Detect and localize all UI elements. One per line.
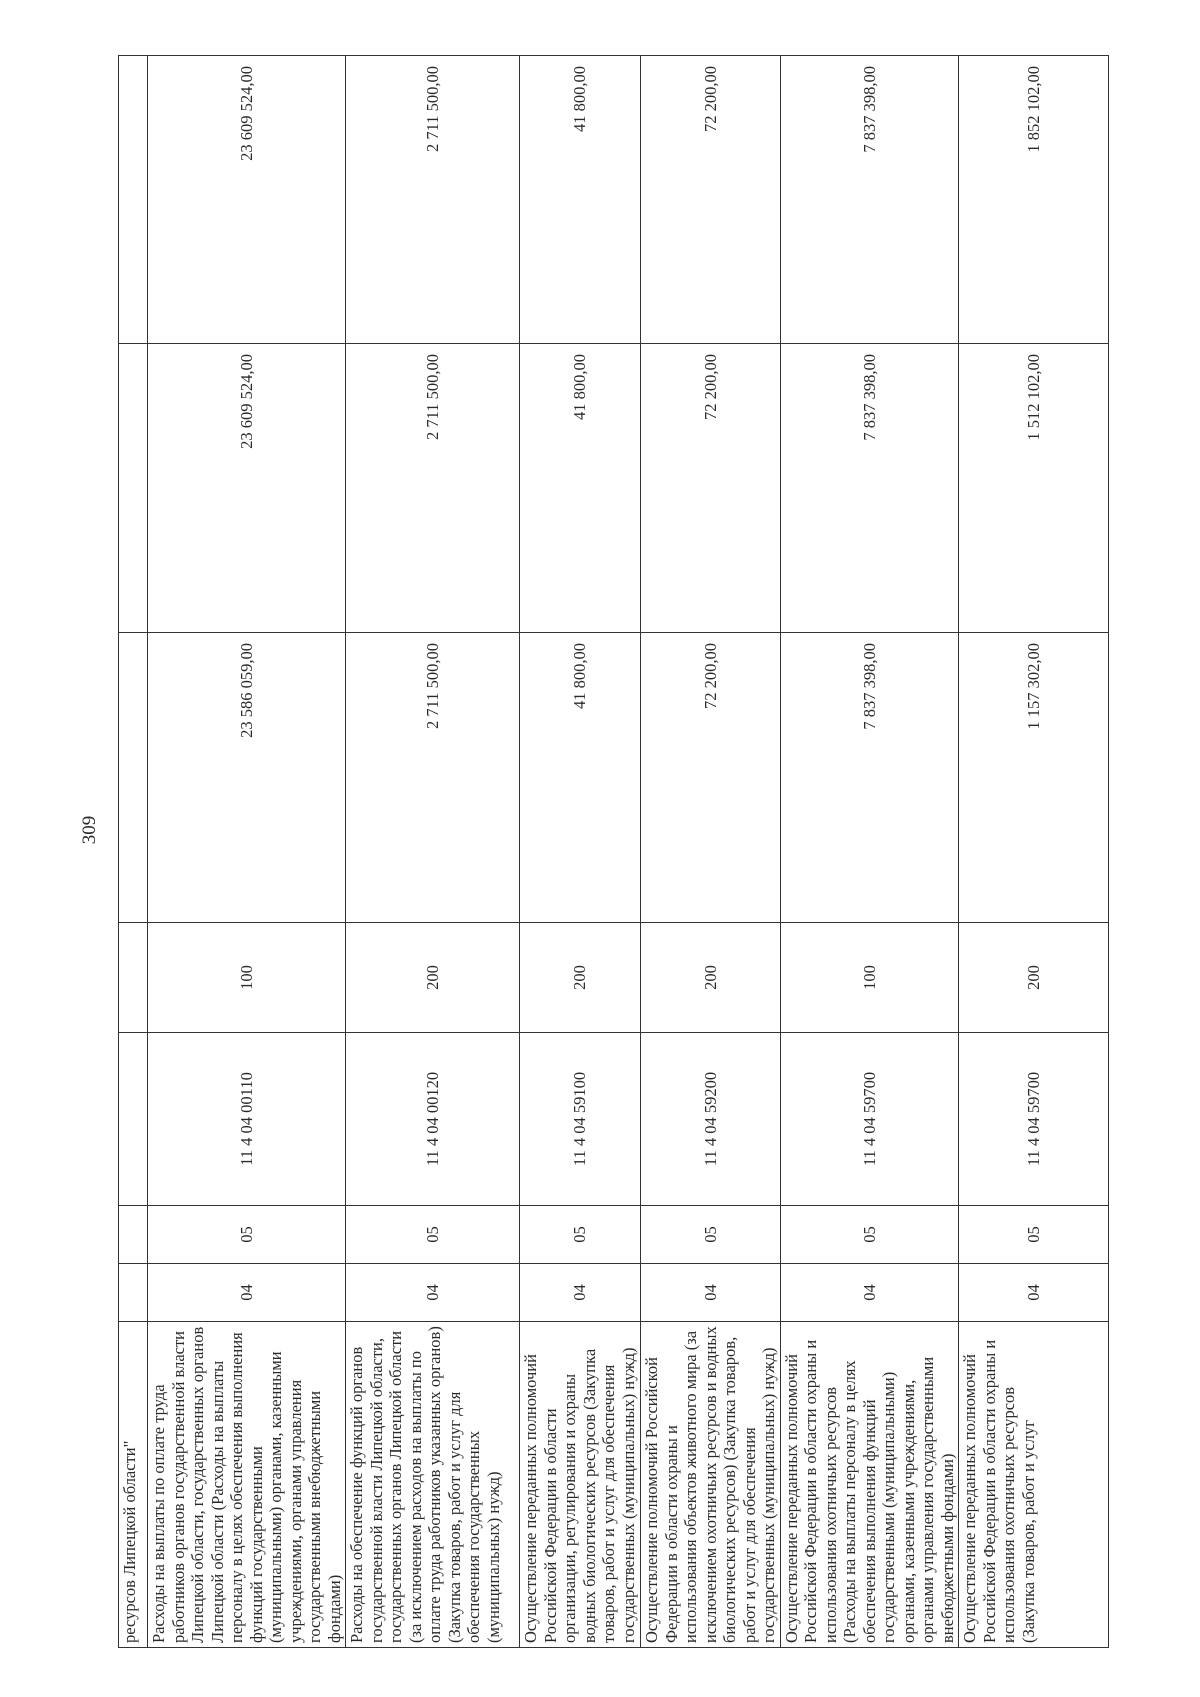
row-description: Расходы на выплаты по оплате труда работников органов государственной власти Липецкой области, государственных органов Липецкой области (Расходы на выплаты персоналу в целях обеспечения выполнения функций государственными (муниципальными) органами, казенными учреждениями, органами управления государственными внебюджетными фондами)	[148, 1322, 346, 1648]
table-row	[346, 56, 520, 1648]
target-code: 11 4 04 59200	[641, 1033, 781, 1206]
amount-2: 41 800,00	[520, 344, 641, 633]
target-code: 11 4 04 00120	[346, 1033, 520, 1206]
subsection-code: 05	[520, 1206, 641, 1264]
amount-2: 1 512 102,00	[959, 344, 1109, 633]
expense-type-code: 100	[148, 923, 346, 1033]
budget-table-container	[118, 56, 1079, 1648]
expense-type-code: 200	[520, 923, 641, 1033]
subsection-code: 05	[148, 1206, 346, 1264]
subsection-code: 05	[780, 1206, 959, 1264]
amount-3: 2 711 500,00	[346, 56, 520, 344]
amount-1: 23 586 059,00	[148, 633, 346, 923]
target-code: 11 4 04 59700	[959, 1033, 1109, 1206]
amount-1: 2 711 500,00	[346, 633, 520, 923]
row-description: Осуществление переданных полномочий Российской Федерации в области организации, регулирования и охраны водных биологических ресурсов (Закупка товаров, работ и услуг для обеспечения государственных (муниципальных) нужд)	[520, 1322, 641, 1648]
budget-table	[118, 55, 1109, 1648]
subsection-code: 05	[641, 1206, 781, 1264]
section-code: 04	[346, 1264, 520, 1322]
table-row	[780, 56, 959, 1648]
row-description: Осуществление переданных полномочий Российской Федерации в области охраны и использования охотничьих ресурсов (Закупка товаров, работ и услуг	[959, 1322, 1109, 1648]
subsection-code: 05	[346, 1206, 520, 1264]
continuation-text: ресурсов Липецкой области"	[119, 1322, 148, 1648]
table-row	[959, 56, 1109, 1648]
target-code: 11 4 04 00110	[148, 1033, 346, 1206]
amount-1: 1 157 302,00	[959, 633, 1109, 923]
row-description: Осуществление полномочий Российской Федерации в области охраны и использования объектов животного мира (за исключением охотничьих ресурсов и водных биологических ресурсов) (Закупка товаров, работ и услуг для обеспечения государственных (муниципальных) нужд)	[641, 1322, 781, 1648]
amount-3: 41 800,00	[520, 56, 641, 344]
row-description: Осуществление переданных полномочий Российской Федерации в области охраны и использования охотничьих ресурсов (Расходы на выплаты персоналу в целях обеспечения выполнения функций государственными (муниципальными) органами, казенными учреждениями, органами управления государственными внебюджетными фондами)	[780, 1322, 959, 1648]
continuation-row	[119, 56, 148, 1648]
amount-1: 72 200,00	[641, 633, 781, 923]
target-code: 11 4 04 59700	[780, 1033, 959, 1206]
amount-3: 23 609 524,00	[148, 56, 346, 344]
expense-type-code: 200	[959, 923, 1109, 1033]
target-code: 11 4 04 59100	[520, 1033, 641, 1206]
subsection-code: 05	[959, 1206, 1109, 1264]
section-code: 04	[959, 1264, 1109, 1322]
amount-3: 7 837 398,00	[780, 56, 959, 344]
table-row	[641, 56, 781, 1648]
section-code: 04	[148, 1264, 346, 1322]
amount-2: 23 609 524,00	[148, 344, 346, 633]
amount-1: 41 800,00	[520, 633, 641, 923]
section-code: 04	[780, 1264, 959, 1322]
amount-3: 1 852 102,00	[959, 56, 1109, 344]
expense-type-code: 200	[641, 923, 781, 1033]
table-row	[148, 56, 346, 1648]
row-description: Расходы на обеспечение функций органов государственной власти Липецкой области, государственных органов Липецкой области (за исключением расходов на выплаты по оплате труда работников указанных органов) (Закупка товаров, работ и услуг для обеспечения государственных (муниципальных) нужд)	[346, 1322, 520, 1648]
amount-2: 2 711 500,00	[346, 344, 520, 633]
expense-type-code: 200	[346, 923, 520, 1033]
expense-type-code: 100	[780, 923, 959, 1033]
amount-2: 72 200,00	[641, 344, 781, 633]
table-row	[520, 56, 641, 1648]
section-code: 04	[520, 1264, 641, 1322]
page-number: 309	[79, 815, 100, 845]
section-code: 04	[641, 1264, 781, 1322]
amount-2: 7 837 398,00	[780, 344, 959, 633]
amount-1: 7 837 398,00	[780, 633, 959, 923]
amount-3: 72 200,00	[641, 56, 781, 344]
